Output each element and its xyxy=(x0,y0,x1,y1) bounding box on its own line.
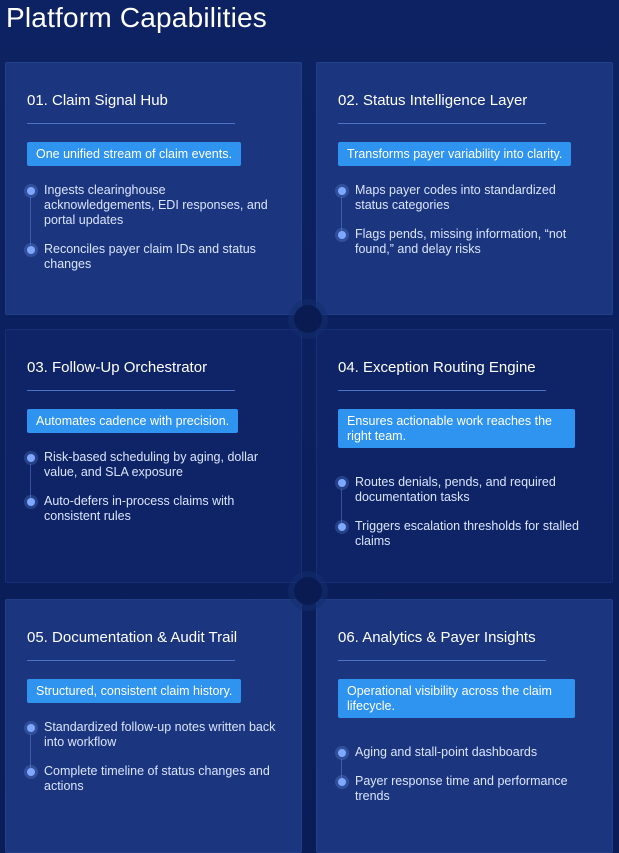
bullet-list xyxy=(27,450,277,524)
bullet-list xyxy=(27,720,277,794)
card-divider xyxy=(338,660,546,661)
bullet-item xyxy=(338,519,588,549)
card-tagline: One unified stream of claim events. xyxy=(27,142,241,166)
bullet-dot-icon xyxy=(27,724,35,732)
bullet-item xyxy=(27,183,277,228)
card-divider xyxy=(27,390,235,391)
capability-card-status-intelligence-layer xyxy=(316,62,613,315)
bullet-dot-icon xyxy=(338,479,346,487)
card-title: 03. Follow-Up Orchestrator xyxy=(27,359,208,376)
card-divider xyxy=(338,123,546,124)
card-title: 06. Analytics & Payer Insights xyxy=(338,629,536,646)
bullet-dot-icon xyxy=(338,778,346,786)
bullet-list xyxy=(27,183,277,272)
grid-junction-node xyxy=(294,577,322,605)
bullet-text: Standardized follow-up notes written back into workflow xyxy=(44,720,276,749)
bullet-dot-icon xyxy=(27,768,35,776)
capability-card-follow-up-orchestrator xyxy=(5,329,302,583)
bullet-text: Flags pends, missing information, “not found,” and delay risks xyxy=(355,227,567,256)
bullet-list xyxy=(338,475,588,549)
bullet-dot-icon xyxy=(27,187,35,195)
card-tagline: Structured, consistent claim history. xyxy=(27,679,241,703)
bullet-list xyxy=(338,745,588,804)
bullet-dot-icon xyxy=(27,498,35,506)
card-tagline: Ensures actionable work reaches the right team. xyxy=(338,409,575,448)
bullet-item xyxy=(27,720,277,750)
card-divider xyxy=(27,660,235,661)
card-tagline: Operational visibility across the claim lifecycle. xyxy=(338,679,575,718)
bullet-text: Auto-defers in-process claims with consistent rules xyxy=(44,494,235,523)
bullet-item xyxy=(27,764,277,794)
grid-junction-node xyxy=(294,305,322,333)
bullet-item xyxy=(27,494,277,524)
bullet-text: Complete timeline of status changes and actions xyxy=(44,764,270,793)
page-title: Platform Capabilities xyxy=(6,2,267,33)
bullet-text: Ingests clearinghouse acknowledgements, EDI responses, and portal updates xyxy=(44,183,268,227)
capability-card-analytics-payer-insights xyxy=(316,599,613,853)
card-title: 05. Documentation & Audit Trail xyxy=(27,629,238,646)
bullet-item xyxy=(338,475,588,505)
capability-card-claim-signal-hub xyxy=(5,62,302,315)
bullet-text: Maps payer codes into standardized status categories xyxy=(355,183,556,212)
bullet-text: Payer response time and performance trends xyxy=(355,774,568,803)
bullet-list xyxy=(338,183,588,257)
bullet-text: Triggers escalation thresholds for stalled claims xyxy=(355,519,579,548)
bullet-text: Aging and stall-point dashboards xyxy=(355,745,538,759)
card-title: 01. Claim Signal Hub xyxy=(27,92,168,109)
bullet-dot-icon xyxy=(338,187,346,195)
bullet-dot-icon xyxy=(338,523,346,531)
bullet-dot-icon xyxy=(27,246,35,254)
bullet-item xyxy=(338,183,588,213)
card-tagline: Transforms payer variability into clarity. xyxy=(338,142,571,166)
bullet-dot-icon xyxy=(338,231,346,239)
bullet-dot-icon xyxy=(27,454,35,462)
bullet-dot-icon xyxy=(338,749,346,757)
bullet-item xyxy=(338,774,588,804)
capability-card-exception-routing-engine xyxy=(316,329,613,583)
bullet-item xyxy=(27,450,277,480)
bullet-item xyxy=(338,227,588,257)
card-title: 04. Exception Routing Engine xyxy=(338,359,536,376)
bullet-item xyxy=(338,745,588,760)
bullet-text: Routes denials, pends, and required documentation tasks xyxy=(355,475,556,504)
bullet-text: Risk-based scheduling by aging, dollar value, and SLA exposure xyxy=(44,450,259,479)
card-divider xyxy=(338,390,546,391)
capability-card-documentation-audit-trail xyxy=(5,599,302,853)
card-tagline: Automates cadence with precision. xyxy=(27,409,238,433)
bullet-text: Reconciles payer claim IDs and status changes xyxy=(44,242,256,271)
card-title: 02. Status Intelligence Layer xyxy=(338,92,528,109)
card-divider xyxy=(27,123,235,124)
bullet-item xyxy=(27,242,277,272)
